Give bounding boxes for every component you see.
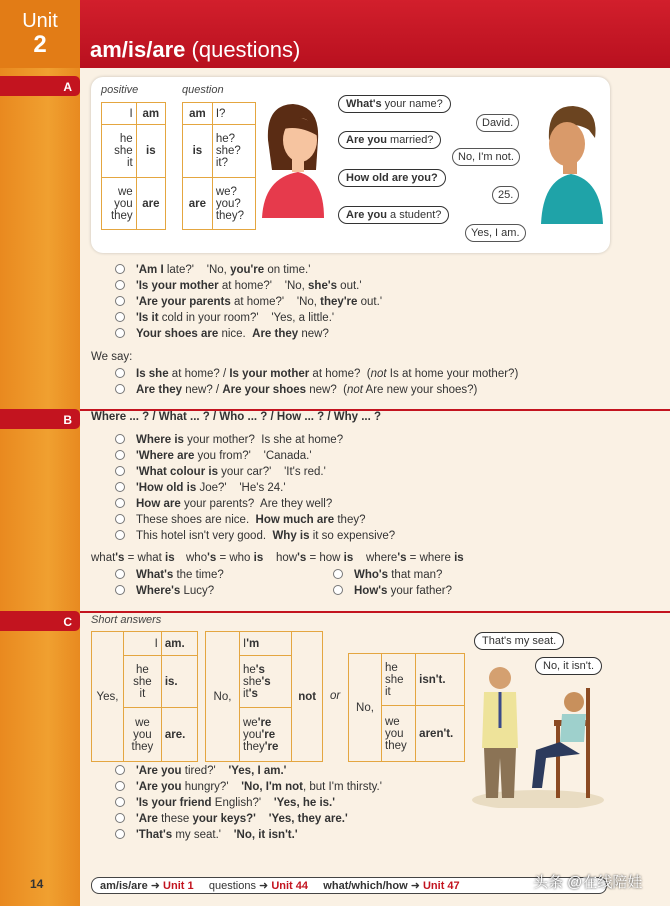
section-c-letter: C xyxy=(63,615,72,629)
example-line: Where's Lucy? xyxy=(115,583,224,599)
bullet-circle-icon xyxy=(115,498,125,508)
example-line: Your shoes are nice. Are they new? xyxy=(115,326,382,342)
section-b-examples xyxy=(115,432,395,544)
not-word: not xyxy=(292,632,323,762)
no-short-table xyxy=(348,653,465,762)
bubble-man: Yes, I am. xyxy=(465,224,526,242)
page-number: 14 xyxy=(30,877,44,891)
yes-table xyxy=(91,631,198,762)
bullet-circle-icon xyxy=(115,797,125,807)
t1-verb: is. xyxy=(161,656,197,708)
pos-subject: he she it xyxy=(102,125,137,178)
example-line: 'Where are you from?' 'Canada.' xyxy=(115,448,395,464)
bullet-circle-icon xyxy=(115,384,125,394)
bubble-bold: What's xyxy=(346,98,382,110)
we-say-label: We say: xyxy=(91,351,133,363)
example-line: 'Are you hungry?' 'No, I'm not, but I'm thirsty.' xyxy=(115,779,382,795)
yes-word: Yes, xyxy=(92,632,124,762)
positive-label: positive xyxy=(101,84,139,96)
example-line: How are your parents? Are they well? xyxy=(115,496,395,512)
example-line: 'That's my seat.' 'No, it isn't.' xyxy=(115,827,382,843)
t1-subject: I xyxy=(124,632,162,656)
sidebar xyxy=(0,0,80,906)
unit-label: Unit xyxy=(22,10,58,32)
bullet-circle-icon xyxy=(115,530,125,540)
bullet-circle-icon xyxy=(333,569,343,579)
no-word: No, xyxy=(349,654,382,762)
pos-verb: am xyxy=(136,103,165,125)
bullet-circle-icon xyxy=(115,264,125,274)
t1-subject: he she it xyxy=(124,656,162,708)
bubble-woman xyxy=(338,206,449,224)
pos-subject: I xyxy=(102,103,137,125)
t1-verb: are. xyxy=(161,708,197,762)
bubble-woman xyxy=(338,95,451,113)
q-subject: we? you? they? xyxy=(212,178,255,230)
bullet-circle-icon xyxy=(115,765,125,775)
q-verb: am xyxy=(183,103,213,125)
question-table xyxy=(182,102,256,230)
we-say-line: Are they new? / Are your shoes new? (not Are new your shoes?) xyxy=(115,382,518,398)
example-line: 'Are you tired?' 'Yes, I am.' xyxy=(115,763,382,779)
bullet-circle-icon xyxy=(115,312,125,322)
bullet-circle-icon xyxy=(115,585,125,595)
example-line: 'Are your parents at home?' 'No, they're out.' xyxy=(115,294,382,310)
example-line: These shoes are nice. How much are they? xyxy=(115,512,395,528)
title-rest: (questions) xyxy=(185,37,301,62)
bubble-bold: Are you xyxy=(346,209,387,221)
page-title xyxy=(90,37,300,63)
bubble-bold: Are you xyxy=(346,134,387,146)
positive-table xyxy=(101,102,166,230)
xref-link[interactable]: Unit 47 xyxy=(422,880,460,892)
example-line: 'Are these your keys?' 'Yes, they are.' xyxy=(115,811,382,827)
bullet-circle-icon xyxy=(115,466,125,476)
example-line: 'Is your friend English?' 'Yes, he is.' xyxy=(115,795,382,811)
contraction-item: what's = what is xyxy=(91,552,175,564)
bubble-seated-man: No, it isn't. xyxy=(535,657,602,675)
example-line: Who's that man? xyxy=(333,567,452,583)
t3-verb: aren't. xyxy=(416,706,465,762)
xref-link[interactable]: Unit 1 xyxy=(163,880,194,892)
contraction-item: where's = where is xyxy=(366,552,464,564)
bubble-man: 25. xyxy=(492,186,519,204)
bullet-circle-icon xyxy=(333,585,343,595)
unit-number: 2 xyxy=(33,31,47,58)
contraction-item: how's = how is xyxy=(276,552,354,564)
example-line: Where is your mother? Is she at home? xyxy=(115,432,395,448)
or-word: or xyxy=(330,690,341,702)
woman-illustration xyxy=(258,100,328,222)
section-a-letter: A xyxy=(63,80,72,94)
bubble-bold: How old are you? xyxy=(346,172,438,184)
bullet-circle-icon xyxy=(115,514,125,524)
bubble-man: David. xyxy=(476,114,519,132)
section-a-we-say xyxy=(115,366,518,398)
bullet-circle-icon xyxy=(115,280,125,290)
bullet-circle-icon xyxy=(115,296,125,306)
contraction-item: who's = who is xyxy=(186,552,264,564)
example-line: What's the time? xyxy=(115,567,224,583)
question-label: question xyxy=(182,84,224,96)
xref-topic: questions xyxy=(208,880,256,892)
t1-subject: we you they xyxy=(124,708,162,762)
bullet-circle-icon xyxy=(115,434,125,444)
seat-scene-illustration xyxy=(470,658,606,808)
q-verb: is xyxy=(183,125,213,178)
no-table xyxy=(205,631,323,762)
t3-subject: he she it xyxy=(382,654,416,706)
example-line: 'Is your mother at home?' 'No, she's out.' xyxy=(115,278,382,294)
bullet-circle-icon xyxy=(115,569,125,579)
t3-subject: we you they xyxy=(382,706,416,762)
t2-contraction: I'm xyxy=(240,632,292,656)
pos-verb: is xyxy=(136,125,165,178)
xref-topic: am/is/are xyxy=(100,880,148,892)
q-subject: I? xyxy=(212,103,255,125)
bubble-seat-owner: That's my seat. xyxy=(474,632,564,650)
bubble-woman xyxy=(338,131,441,149)
t3-verb: isn't. xyxy=(416,654,465,706)
bullet-circle-icon xyxy=(115,328,125,338)
contraction-examples-left xyxy=(115,567,224,599)
xref-topic: what/which/how xyxy=(323,880,408,892)
watermark: 头条 @在线陪娃 xyxy=(533,874,643,891)
t1-verb: am. xyxy=(161,632,197,656)
bubble-rest: a student? xyxy=(386,209,442,221)
contraction-examples-right xyxy=(333,567,452,599)
no-word: No, xyxy=(206,632,240,762)
bullet-circle-icon xyxy=(115,450,125,460)
man-illustration xyxy=(537,100,607,224)
example-line: 'What colour is your car?' 'It's red.' xyxy=(115,464,395,480)
bubble-woman xyxy=(338,169,446,187)
example-line: 'Am I late?' 'No, you're on time.' xyxy=(115,262,382,278)
section-a-examples xyxy=(115,262,382,342)
bullet-circle-icon xyxy=(115,368,125,378)
bullet-circle-icon xyxy=(115,813,125,823)
bubble-man: No, I'm not. xyxy=(452,148,520,166)
bullet-circle-icon xyxy=(115,829,125,839)
section-b-letter: B xyxy=(63,413,72,427)
pos-subject: we you they xyxy=(102,178,137,230)
title-main: am/is/are xyxy=(90,37,186,62)
example-line: 'Is it cold in your room?' 'Yes, a little.' xyxy=(115,310,382,326)
q-verb: are xyxy=(183,178,213,230)
bullet-circle-icon xyxy=(115,781,125,791)
t2-contraction: he's she's it's xyxy=(240,656,292,708)
bubble-rest: your name? xyxy=(381,98,443,110)
t2-contraction: we're you're they're xyxy=(240,708,292,762)
pos-verb: are xyxy=(136,178,165,230)
we-say-line: Is she at home? / Is your mother at home? (not Is at home your mother?) xyxy=(115,366,518,382)
bullet-circle-icon xyxy=(115,482,125,492)
bubble-rest: married? xyxy=(386,134,434,146)
cross-reference-bar: am/is/are ➜ Unit 1 questions ➜ Unit 44 what/which/how ➜ Unit 47 xyxy=(91,877,607,894)
example-line: 'How old is Joe?' 'He's 24.' xyxy=(115,480,395,496)
xref-link[interactable]: Unit 44 xyxy=(271,880,309,892)
section-c-examples xyxy=(115,763,382,843)
short-answers-label: Short answers xyxy=(91,614,162,626)
unit-badge xyxy=(0,0,80,68)
example-line: This hotel isn't very good. Why is it so expensive? xyxy=(115,528,395,544)
section-b-heading: Where ... ? / What ... ? / Who ... ? / How ... ? / Why ... ? xyxy=(91,411,382,423)
q-subject: he? she? it? xyxy=(212,125,255,178)
example-line: How's your father? xyxy=(333,583,452,599)
